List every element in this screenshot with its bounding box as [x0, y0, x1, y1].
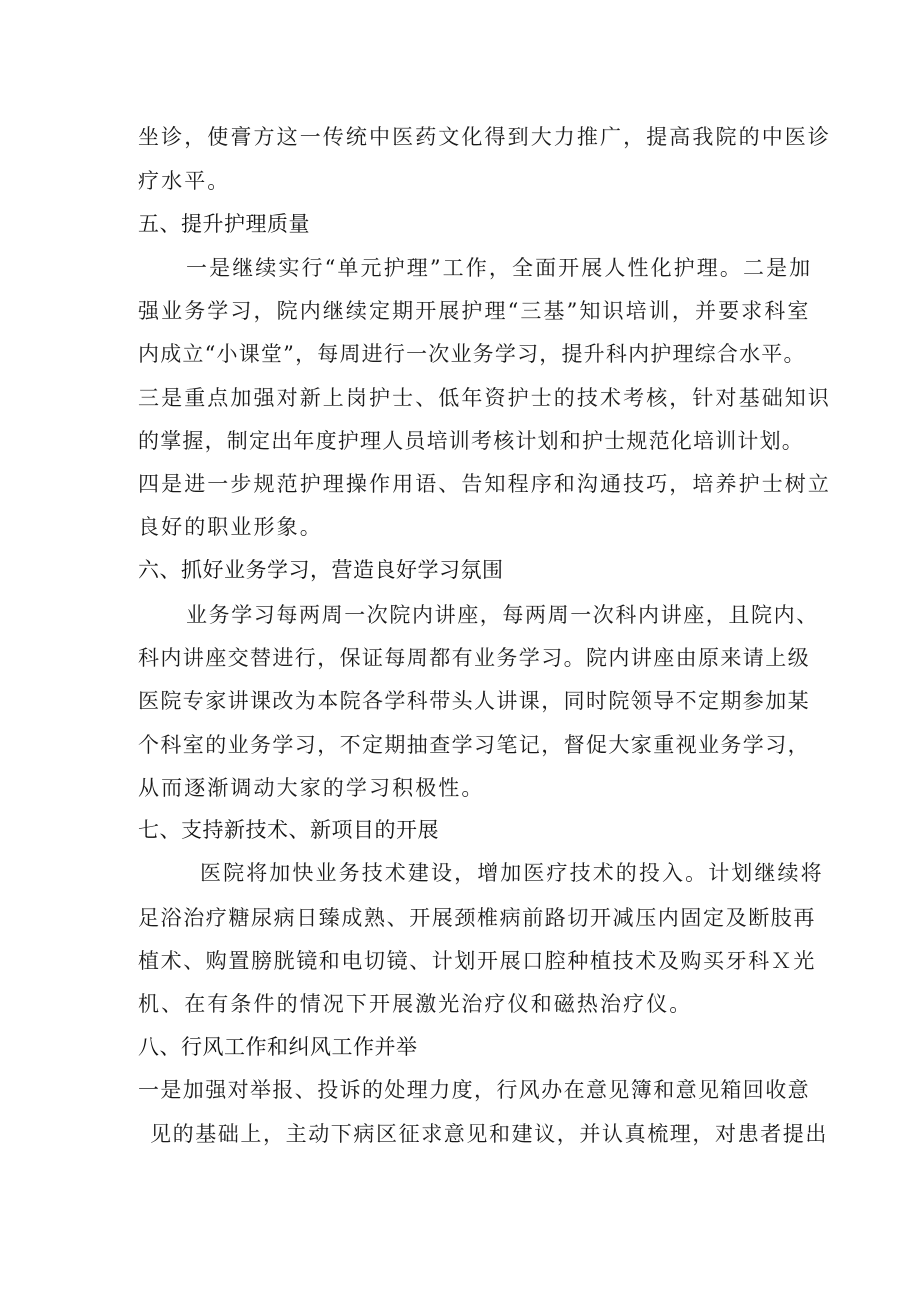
- section-6-line-4: 个科室的业务学习，不定期抽查学习笔记，督促大家重视业务学习，: [138, 733, 810, 757]
- section-5-line-4: 三是重点加强对新上岗护士、低年资护士的技术考核，针对基础知识: [138, 386, 831, 410]
- section-8-line-1: 一是加强对举报、投诉的处理力度，行风办在意见簿和意见箱回收意: [138, 1078, 810, 1102]
- section-7-line-1: 医院将加快业务技术建设，增加医疗技术的投入。计划继续将: [200, 861, 824, 885]
- section-5-line-3: 内成立“小课堂”，每周进行一次业务学习，提升科内护理综合水平。: [138, 342, 806, 366]
- section-5-heading: 五、提升护理质量: [138, 212, 310, 236]
- section-6-heading: 六、抓好业务学习，营造良好学习氛围: [138, 558, 504, 582]
- section-5-line-1: 一是继续实行“单元护理”工作，全面开展人性化护理。二是加: [186, 256, 813, 280]
- intro-line-1: 坐诊，使膏方这一传统中医药文化得到大力推广，提高我院的中医诊: [138, 125, 831, 149]
- section-6-line-5: 从而逐渐调动大家的学习积极性。: [138, 776, 485, 800]
- section-5-line-5: 的掌握，制定出年度护理人员培训考核计划和护士规范化培训计划。: [138, 429, 804, 453]
- section-7-line-3: 植术、购置膀胱镜和电切镜、计划开展口腔种植技术及购买牙科Ｘ光: [138, 949, 816, 973]
- section-7-line-2: 足浴治疗糖尿病日臻成熟、开展颈椎病前路切开减压内固定及断肢再: [138, 906, 816, 930]
- section-8-line-2: 见的基础上，主动下病区征求意见和建议，并认真梳理，对患者提出: [150, 1122, 828, 1146]
- section-5-line-6: 四是进一步规范护理操作用语、告知程序和沟通技巧，培养护士树立: [138, 472, 831, 496]
- intro-line-2: 疗水平。: [138, 169, 231, 193]
- section-5-line-7: 良好的职业形象。: [138, 515, 323, 539]
- section-8-heading: 八、行风工作和纠风工作并举: [138, 1035, 418, 1059]
- section-7-heading: 七、支持新技术、新项目的开展: [138, 818, 439, 842]
- section-6-line-3: 医院专家讲课改为本院各学科带头人讲课，同时院领导不定期参加某: [138, 689, 810, 713]
- section-5-line-2: 强业务学习，院内继续定期开展护理“三基”知识培训，并要求科室: [138, 299, 811, 323]
- section-6-line-2: 科内讲座交替进行，保证每周都有业务学习。院内讲座由原来请上级: [138, 646, 810, 670]
- section-7-line-4: 机、在有条件的情况下开展激光治疗仪和磁热治疗仪。: [138, 992, 693, 1016]
- section-6-line-1: 业务学习每两周一次院内讲座，每两周一次科内讲座，且院内、: [186, 603, 819, 627]
